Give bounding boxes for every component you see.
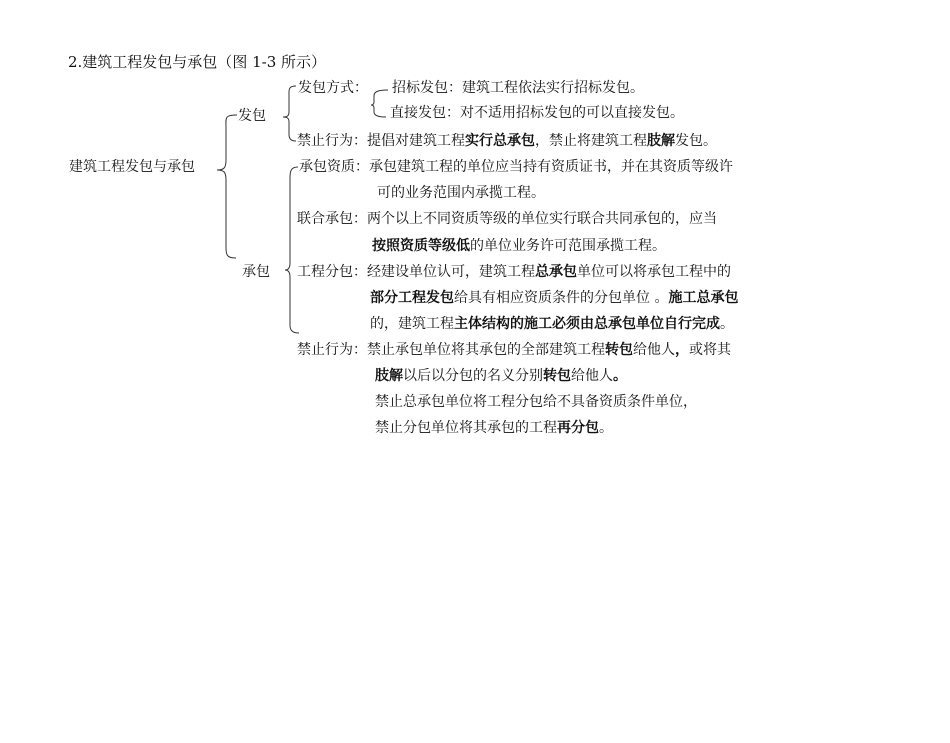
root-brace	[217, 115, 237, 258]
fabao-ban-line: 禁止行为：提倡对建筑工程实行总承包，禁止将建筑工程肢解发包。	[297, 133, 717, 149]
subcontract-line-1: 工程分包：经建设单位认可，建筑工程总承包单位可以将承包工程中的	[297, 264, 731, 280]
chengbao-ban-line-4: 禁止分包单位将其承包的工程再分包。	[375, 420, 613, 436]
qualification-label: 承包资质：	[299, 159, 369, 175]
subcontract-line-3: 的，建筑工程主体结构的施工必须由总承包单位自行完成。	[370, 316, 734, 332]
subcontract-line-2: 部分工程发包给具有相应资质条件的分包单位 。施工总承包	[370, 290, 739, 306]
chengbao-ban-line-3: 禁止总承包单位将工程分包给不具备资质条件单位，	[375, 394, 697, 410]
fabao-method-label: 发包方式：	[298, 80, 368, 96]
subcontract-label: 工程分包：	[297, 264, 367, 280]
chengbao-ban-label: 禁止行为：	[297, 342, 367, 358]
fabao-brace	[283, 86, 296, 141]
joint-label: 联合承包：	[297, 211, 367, 227]
method-brace	[371, 90, 388, 117]
chengbao-brace	[285, 167, 299, 333]
tender-method-text: 招标发包：建筑工程依法实行招标发包。	[392, 80, 644, 96]
chengbao-label: 承包	[242, 264, 270, 280]
joint-line-2: 按照资质等级低的单位业务许可范围承揽工程。	[372, 238, 666, 254]
chengbao-ban-line-2: 肢解以后以分包的名义分别转包给他人。	[375, 368, 627, 384]
direct-method-text: 直接发包：对不适用招标发包的可以直接发包。	[390, 105, 684, 121]
qualification-line-1: 承包资质：承包建筑工程的单位应当持有资质证书，并在其资质等级许	[299, 159, 733, 175]
chengbao-ban-line-1: 禁止行为：禁止承包单位将其承包的全部建筑工程转包给他人，或将其	[297, 342, 731, 358]
fabao-label: 发包	[238, 108, 266, 124]
qualification-line-2: 可的业务范围内承揽工程。	[377, 185, 545, 201]
section-heading: 2.建筑工程发包与承包（图 1-3 所示）	[68, 53, 327, 71]
joint-line-1: 联合承包：两个以上不同资质等级的单位实行联合共同承包的，应当	[297, 211, 717, 227]
fabao-ban-label: 禁止行为：	[297, 133, 367, 149]
root-label: 建筑工程发包与承包	[69, 159, 195, 175]
